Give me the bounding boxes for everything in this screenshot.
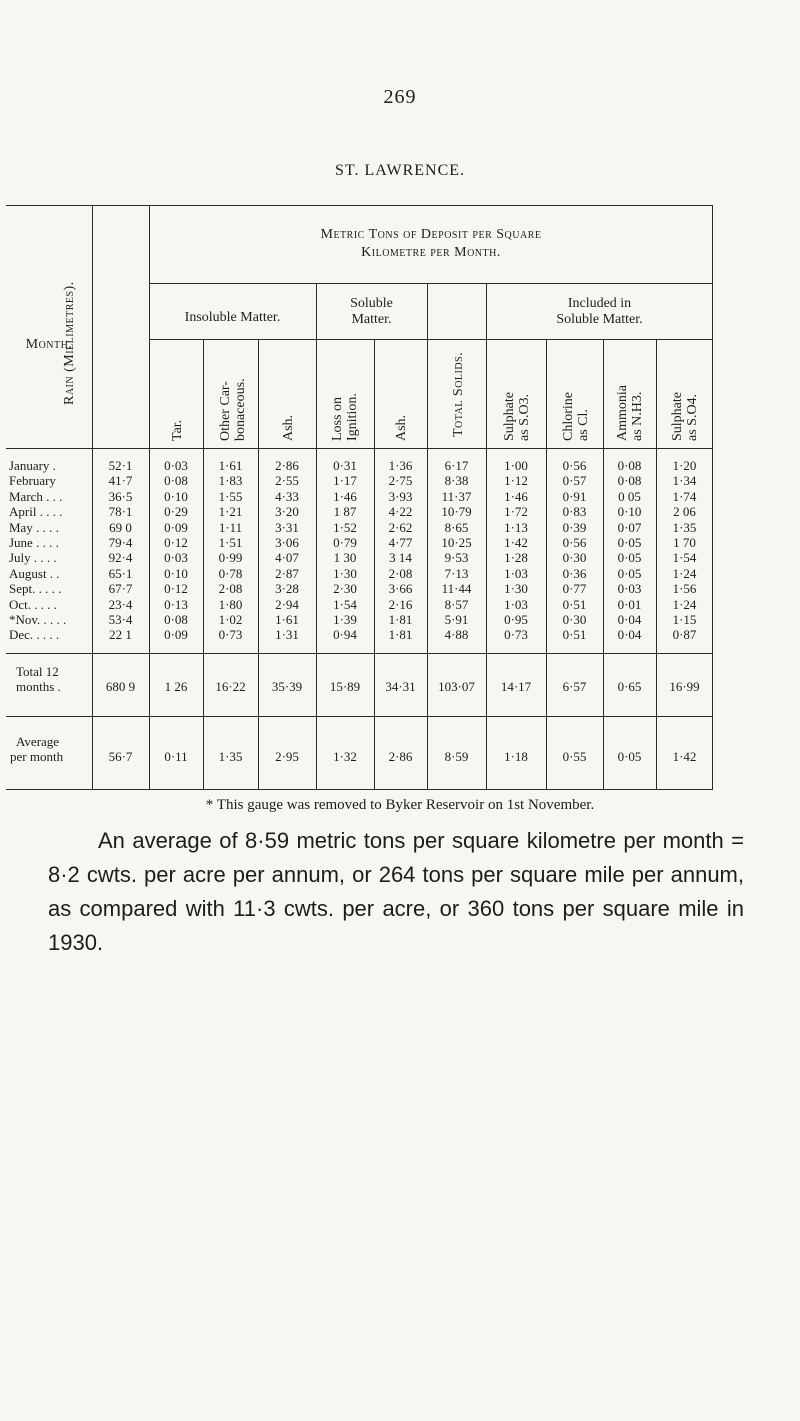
cell-so3: 1·13 [504,520,528,535]
cell-so3: 1·12 [504,473,528,488]
average-cell-tar: 0·11 [164,749,188,764]
sub-sulphate-so3-header-line1: Sulphate [502,392,517,441]
cell-rain: 53·4 [108,612,133,627]
sub-tar-header: Tar. [170,419,185,441]
cell-rain: 67·7 [108,581,133,596]
cell-total: 6·17 [444,458,469,473]
row-month-label: July . . . . [9,550,57,565]
row-month-label: January . [9,458,56,473]
sub-ammonia-header-line2: as N.H3. [630,391,645,441]
cell-ash2: 2·62 [388,520,413,535]
cell-so4: 1·20 [672,458,697,473]
cell-total: 10·79 [441,504,472,519]
cell-nh3: 0·05 [617,535,642,550]
cell-other: 2·08 [218,581,243,596]
row-month-label: Oct. . . . . [9,597,58,612]
cell-cl: 0·51 [562,597,587,612]
cell-ash2: 4·22 [388,504,413,519]
cell-rain: 65·1 [108,566,133,581]
cell-cl: 0·57 [562,473,587,488]
cell-tar: 0·03 [164,550,188,565]
cell-rain: 23·4 [108,597,133,612]
cell-so4: 1·24 [672,566,697,581]
col-total-header: Total Solids. [451,351,466,437]
cell-tar: 0·08 [164,612,188,627]
cell-nh3: 0·05 [617,566,642,581]
row-month-label: *Nov. . . . . [9,612,67,627]
cell-so3: 1·72 [504,504,528,519]
sub-other-header-line2: bonaceous. [233,378,248,441]
cell-total: 11·44 [441,581,472,596]
summary-text: An average of 8·59 metric tons per square kilometre per month = 8·2 cwts. per acre per annum, or 264 tons per square mile per annum, as compared with 11·3 cwts. per acre, or 360 tons per square mile in 1930. [48,828,744,955]
total-cell-ash1: 35·39 [271,679,303,694]
cell-loss: 1·52 [333,520,357,535]
cell-nh3: 0·05 [617,550,642,565]
average-cell-ash2: 2·86 [388,749,413,764]
cell-total: 7·13 [444,566,469,581]
cell-so4: 1·74 [672,489,697,504]
cell-tar: 0·12 [164,581,188,596]
page-number: 269 [383,86,417,108]
cell-so4: 1·34 [672,473,697,488]
average-cell-rain: 56·7 [108,749,133,764]
cell-ash1: 2·55 [275,473,299,488]
cell-nh3: 0·10 [617,504,642,519]
cell-tar: 0·08 [164,473,188,488]
cell-so3: 1·03 [504,566,528,581]
cell-ash1: 3·20 [275,504,299,519]
cell-rain: 69 0 [109,520,132,535]
average-cell-loss: 1·32 [333,749,357,764]
cell-tar: 0·09 [164,627,188,642]
cell-ash2: 3·66 [388,581,413,596]
cell-other: 1·61 [218,458,243,473]
row-month-label: April . . . . [9,504,63,519]
footnote: * This gauge was removed to Byker Reservoir on 1st November. [205,797,595,813]
cell-so3: 1·30 [504,581,528,596]
group-soluble-header-line1: Soluble [350,296,393,311]
cell-loss: 0·79 [333,535,357,550]
cell-total: 9·53 [444,550,469,565]
cell-ash1: 1·31 [275,627,299,642]
total-cell-so3: 14·17 [500,679,532,694]
cell-so4: 1·56 [672,581,697,596]
cell-so3: 0·73 [504,627,528,642]
sub-ash-soluble-header: Ash. [394,414,409,441]
cell-total: 5·91 [444,612,469,627]
cell-ash2: 1·81 [388,627,413,642]
cell-ash2: 2·08 [388,566,413,581]
cell-other: 1·80 [218,597,243,612]
cell-total: 10·25 [441,535,472,550]
cell-ash2: 2·75 [388,473,413,488]
cell-loss: 1·39 [333,612,357,627]
cell-ash1: 3·06 [275,535,299,550]
cell-nh3: 0 05 [618,489,641,504]
cell-ash1: 2·86 [275,458,299,473]
cell-other: 1·55 [218,489,243,504]
header-main-line1: Metric Tons of Deposit per Square [320,227,542,242]
cell-cl: 0·39 [562,520,587,535]
cell-cl: 0·30 [562,550,587,565]
cell-total: 11·37 [441,489,472,504]
col-rain-header: Rain (Millimetres). [62,281,77,405]
cell-rain: 36·5 [108,489,133,504]
cell-loss: 1·46 [333,489,357,504]
cell-so3: 1·03 [504,597,528,612]
cell-rain: 92·4 [108,550,133,565]
cell-rain: 52·1 [108,458,133,473]
total-label-line2: months . [16,679,61,694]
cell-cl: 0·36 [562,566,587,581]
cell-loss: 0·31 [333,458,357,473]
cell-ash2: 1·81 [388,612,413,627]
summary-paragraph [48,824,744,960]
sub-other-header-line1: Other Car- [218,381,233,441]
cell-loss: 1 87 [333,504,357,519]
sub-ash-insoluble-header: Ash. [281,414,296,441]
total-cell-ash2: 34·31 [385,679,416,694]
cell-nh3: 0·04 [617,627,642,642]
cell-cl: 0·83 [562,504,587,519]
cell-rain: 22 1 [109,627,132,642]
cell-other: 1·02 [218,612,243,627]
total-cell-total: 103·07 [438,679,475,694]
cell-other: 1·51 [218,535,243,550]
cell-cl: 0·56 [562,535,587,550]
cell-loss: 1·17 [333,473,357,488]
cell-rain: 41·7 [108,473,133,488]
cell-so4: 1·35 [672,520,697,535]
cell-so3: 0·95 [504,612,528,627]
cell-other: 1·21 [218,504,243,519]
cell-ash2: 3 14 [389,550,412,565]
deposit-table [6,205,713,790]
row-month-label: June . . . . [9,535,59,550]
cell-nh3: 0·04 [617,612,642,627]
cell-other: 1·11 [218,520,243,535]
sub-sulphate-so3-header-line2: as S.O3. [517,393,532,441]
total-cell-rain: 680 9 [105,679,136,694]
cell-tar: 0·29 [164,504,188,519]
cell-so4: 1·24 [672,597,697,612]
cell-cl: 0·30 [562,612,587,627]
average-cell-ash1: 2·95 [275,749,299,764]
cell-tar: 0·10 [164,489,188,504]
cell-cl: 0·51 [562,627,587,642]
page-title: ST. LAWRENCE. [334,162,466,179]
cell-ash1: 3·31 [275,520,299,535]
cell-ash1: 2·87 [275,566,299,581]
col-month-header: Month. [25,337,73,352]
cell-nh3: 0·08 [617,458,642,473]
average-cell-so3: 1·18 [504,749,528,764]
sub-ammonia-header-line1: Ammonia [615,385,630,441]
cell-nh3: 0·07 [617,520,642,535]
cell-cl: 0·56 [562,458,587,473]
cell-other: 0·73 [218,627,243,642]
total-cell-cl: 6·57 [562,679,587,694]
cell-cl: 0·91 [562,489,587,504]
cell-so3: 1·46 [504,489,528,504]
cell-total: 8·65 [444,520,469,535]
cell-tar: 0·13 [164,597,188,612]
average-label-line2: per month [10,749,64,764]
row-month-label: Dec. . . . . [9,627,60,642]
cell-nh3: 0·01 [617,597,642,612]
cell-total: 8·57 [444,597,469,612]
cell-so4: 0·87 [672,627,697,642]
total-cell-so4: 16·99 [669,679,700,694]
cell-other: 1·83 [218,473,243,488]
group-insoluble-header: Insoluble Matter. [184,310,281,325]
average-cell-cl: 0·55 [562,749,587,764]
cell-tar: 0·09 [164,520,188,535]
total-cell-tar: 1 26 [164,679,188,694]
cell-loss: 1·54 [333,597,357,612]
sub-sulphate-so4-header-line2: as S.O4. [685,393,700,441]
cell-ash2: 3·93 [388,489,413,504]
group-soluble-header-line2: Matter. [351,312,392,327]
cell-nh3: 0·08 [617,473,642,488]
sub-chlorine-header-line1: Chlorine [561,392,576,441]
average-label-line1: Average [16,734,60,749]
row-month-label: March . . . [9,489,63,504]
group-included-header-line2: Soluble Matter. [556,312,643,327]
sub-sulphate-so4-header-line1: Sulphate [670,392,685,441]
cell-so3: 1·00 [504,458,528,473]
cell-ash1: 1·61 [275,612,299,627]
cell-ash1: 3·28 [275,581,299,596]
average-cell-nh3: 0·05 [617,749,642,764]
cell-so4: 2 06 [673,504,696,519]
cell-other: 0·78 [218,566,243,581]
cell-ash1: 4·33 [275,489,299,504]
cell-so4: 1·54 [672,550,697,565]
cell-loss: 0·94 [333,627,357,642]
total-cell-other: 16·22 [215,679,246,694]
cell-rain: 78·1 [108,504,133,519]
cell-loss: 1·30 [333,566,357,581]
cell-ash2: 2·16 [388,597,413,612]
average-cell-other: 1·35 [218,749,243,764]
cell-ash1: 4·07 [275,550,299,565]
total-cell-loss: 15·89 [329,679,361,694]
cell-so4: 1·15 [672,612,697,627]
cell-so3: 1·42 [504,535,528,550]
row-month-label: Sept. . . . . [9,581,62,596]
cell-so4: 1 70 [673,535,696,550]
average-cell-total: 8·59 [444,749,469,764]
cell-loss: 2·30 [333,581,357,596]
cell-ash2: 4·77 [388,535,413,550]
cell-cl: 0·77 [562,581,587,596]
cell-rain: 79·4 [108,535,133,550]
header-main-line2: Kilometre per Month. [361,245,501,260]
sub-chlorine-header-line2: as Cl. [576,409,591,441]
cell-other: 0·99 [218,550,243,565]
total-cell-nh3: 0·65 [617,679,642,694]
group-included-header-line1: Included in [567,296,632,311]
cell-ash1: 2·94 [275,597,299,612]
cell-tar: 0·12 [164,535,188,550]
cell-loss: 1 30 [333,550,357,565]
cell-so3: 1·28 [504,550,528,565]
total-label-line1: Total 12 [16,664,59,679]
row-month-label: August . . [9,566,60,581]
row-month-label: May . . . . [9,520,59,535]
cell-total: 8·38 [444,473,469,488]
cell-total: 4·88 [444,627,469,642]
cell-tar: 0·03 [164,458,188,473]
cell-ash2: 1·36 [388,458,413,473]
cell-nh3: 0·03 [617,581,642,596]
sub-loss-header-line1: Loss on [330,397,345,441]
average-cell-so4: 1·42 [672,749,697,764]
sub-loss-header-line2: Ignition. [345,393,360,441]
cell-tar: 0·10 [164,566,188,581]
row-month-label: February [9,473,56,488]
